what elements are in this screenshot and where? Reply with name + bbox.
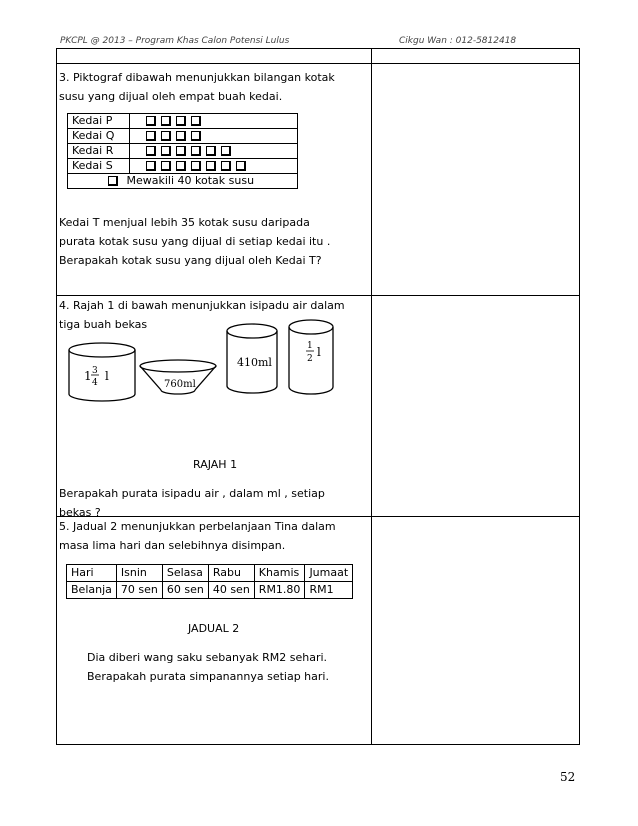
- container-4: [289, 320, 333, 394]
- expense-cell: Selasa: [162, 565, 208, 582]
- box-icon: [161, 146, 171, 156]
- box-icon: [176, 116, 186, 126]
- rajah-1-caption: RAJAH 1: [193, 458, 238, 471]
- box-icon: [191, 161, 201, 171]
- container-4-den: 2: [307, 354, 313, 364]
- box-icon: [191, 146, 201, 156]
- pictograph-row: [68, 129, 298, 144]
- column-divider: [371, 49, 372, 744]
- expense-cell: Jumaat: [305, 565, 353, 582]
- container-2-label: 760ml: [164, 379, 196, 390]
- header-right: Cikgu Wan : 012-5812418: [399, 36, 517, 46]
- question-5: [57, 517, 371, 745]
- header-left: PKCPL @ 2013 – Program Khas Calon Potensi Lulus: [60, 36, 290, 46]
- box-icon: [161, 161, 171, 171]
- expense-values-row: [67, 582, 353, 599]
- q3-line1: 3. Piktograf dibawah menunjukkan bilangan kotak: [59, 71, 335, 84]
- jadual-2-caption: JADUAL 2: [188, 622, 240, 635]
- box-icon: [146, 131, 156, 141]
- container-1-den: 4: [92, 378, 98, 388]
- container-1-whole: 1: [84, 369, 92, 383]
- expense-cell: 60 sen: [162, 582, 208, 599]
- q3-line2: susu yang dijual oleh empat buah kedai.: [59, 90, 283, 103]
- box-icon: [176, 146, 186, 156]
- box-icon: [146, 116, 156, 126]
- box-icon: [206, 146, 216, 156]
- container-3: [227, 324, 277, 393]
- q4-line1: 4. Rajah 1 di bawah menunjukkan isipadu air dalam: [59, 299, 345, 312]
- box-icon: [108, 176, 118, 186]
- expense-cell: Hari: [67, 565, 117, 582]
- pictograph-row: [68, 144, 298, 159]
- q5-body1: Dia diberi wang saku sebanyak RM2 sehari.: [87, 651, 328, 664]
- container-3-label: 410ml: [237, 356, 272, 369]
- q3-body1: Kedai T menjual lebih 35 kotak susu daripada: [59, 216, 310, 229]
- expense-header-row: [67, 565, 353, 582]
- pictograph-key: Mewakili 40 kotak susu: [126, 174, 255, 187]
- container-1: [69, 343, 135, 401]
- q5-body2: Berapakah purata simpanannya setiap hari.: [87, 670, 329, 683]
- kedai-name: Kedai S: [68, 159, 130, 174]
- page-header: [56, 36, 578, 48]
- kedai-icons: [130, 144, 298, 159]
- container-1-unit: l: [105, 369, 109, 383]
- q4-body1: Berapakah purata isipadu air , dalam ml , setiap: [59, 487, 325, 500]
- expense-cell: Rabu: [208, 565, 254, 582]
- q5-line1: 5. Jadual 2 menunjukkan perbelanjaan Tina dalam: [59, 520, 336, 533]
- page-number: 52: [560, 770, 576, 784]
- box-icon: [206, 161, 216, 171]
- kedai-icons: [130, 129, 298, 144]
- box-icon: [221, 161, 231, 171]
- q4-body2: bekas ?: [59, 506, 101, 519]
- expense-cell: Khamis: [254, 565, 305, 582]
- expense-cell: Belanja: [67, 582, 117, 599]
- box-icon: [191, 131, 201, 141]
- pictograph-row: [68, 159, 298, 174]
- expense-cell: 70 sen: [116, 582, 162, 599]
- box-icon: [176, 131, 186, 141]
- container-2-bowl: [140, 360, 216, 394]
- rajah-1-diagram: [57, 296, 371, 456]
- kedai-name: Kedai R: [68, 144, 130, 159]
- expense-table: [66, 564, 353, 599]
- box-icon: [221, 146, 231, 156]
- q4-line2: tiga buah bekas: [59, 318, 148, 331]
- question-3: [57, 63, 371, 295]
- q5-line2: masa lima hari dan selebihnya disimpan.: [59, 539, 286, 552]
- box-icon: [191, 116, 201, 126]
- container-1-num: 3: [92, 366, 98, 376]
- box-icon: [146, 146, 156, 156]
- pictograph-row: [68, 114, 298, 129]
- kedai-icons: [130, 114, 298, 129]
- kedai-name: Kedai P: [68, 114, 130, 129]
- expense-cell: RM1: [305, 582, 353, 599]
- kedai-name: Kedai Q: [68, 129, 130, 144]
- box-icon: [161, 131, 171, 141]
- pictograph-table: [67, 113, 298, 189]
- expense-cell: RM1.80: [254, 582, 305, 599]
- box-icon: [236, 161, 246, 171]
- expense-cell: 40 sen: [208, 582, 254, 599]
- q3-body2: purata kotak susu yang dijual di setiap kedai itu .: [59, 235, 331, 248]
- question-grid: [56, 48, 580, 745]
- pictograph-key-row: [68, 174, 298, 189]
- container-4-unit: l: [317, 345, 321, 359]
- question-4: [57, 296, 371, 519]
- expense-cell: Isnin: [116, 565, 162, 582]
- container-4-num: 1: [307, 341, 313, 351]
- box-icon: [176, 161, 186, 171]
- box-icon: [146, 161, 156, 171]
- kedai-icons: [130, 159, 298, 174]
- q3-body3: Berapakah kotak susu yang dijual oleh Kedai T?: [59, 254, 322, 267]
- box-icon: [161, 116, 171, 126]
